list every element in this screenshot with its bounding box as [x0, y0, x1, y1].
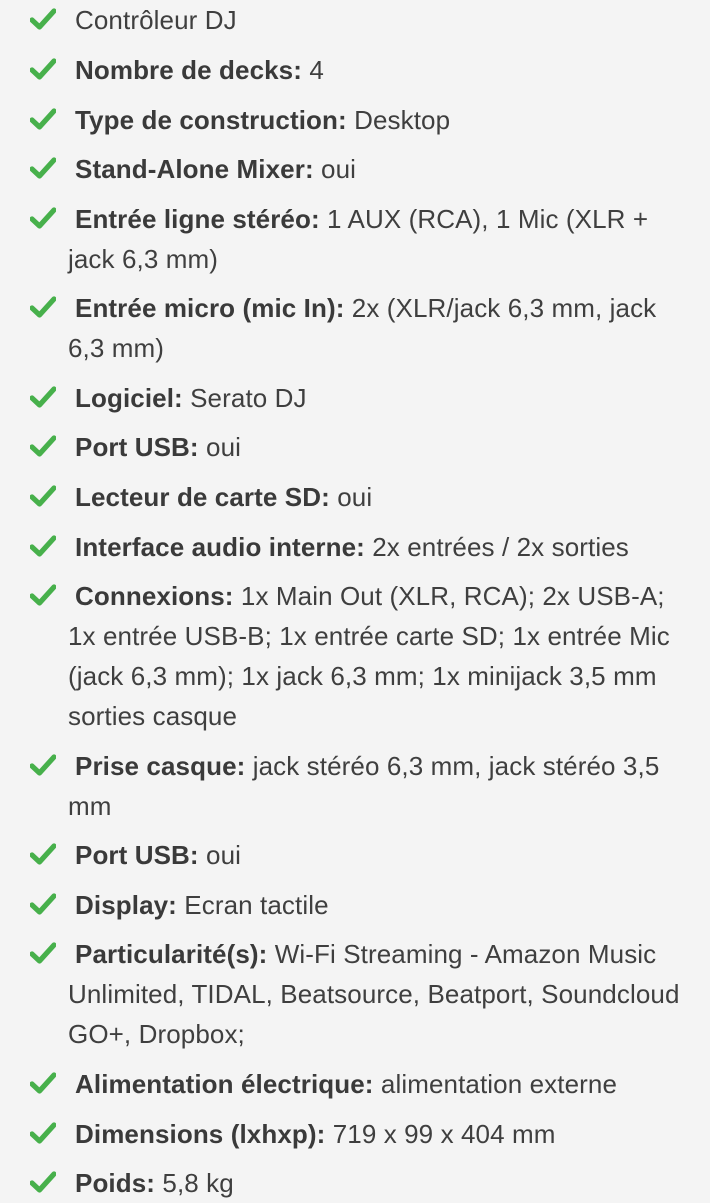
check-icon: [30, 893, 56, 915]
spec-label: Port USB:: [75, 432, 199, 462]
spec-label: Entrée ligne stéréo:: [75, 204, 320, 234]
spec-value: jack stéréo 6,3 mm, jack stéréo 3,5 mm: [68, 751, 660, 821]
check-icon: [30, 296, 56, 318]
spec-label: Connexions:: [75, 581, 234, 611]
spec-item-standalone: [0, 149, 710, 189]
spec-label: Prise casque:: [75, 751, 246, 781]
spec-item-features: [0, 934, 710, 1054]
spec-item-mic-input: [0, 288, 710, 368]
spec-label: Entrée micro (mic In):: [75, 293, 345, 323]
spec-item-usb-port: [0, 427, 710, 467]
spec-item-line-input: [0, 199, 710, 279]
spec-value: 2x (XLR/jack 6,3 mm, jack 6,3 mm): [68, 293, 657, 363]
spec-label: Poids:: [75, 1168, 156, 1198]
check-icon: [30, 58, 56, 80]
spec-value: 4: [302, 55, 324, 85]
spec-value: Wi-Fi Streaming - Amazon Music Unlimited, TIDAL, Beatsource, Beatport, Soundcloud GO+, Dropbox;: [68, 939, 680, 1049]
check-icon: [30, 843, 56, 865]
spec-label: Display:: [75, 890, 177, 920]
check-icon: [30, 157, 56, 179]
spec-label: Particularité(s):: [75, 939, 268, 969]
spec-item-type: [0, 0, 710, 40]
spec-value: 719 x 99 x 404 mm: [325, 1119, 556, 1149]
spec-label: Type de construction:: [75, 105, 347, 135]
spec-item-decks: [0, 50, 710, 90]
check-icon: [30, 435, 56, 457]
spec-label: Stand-Alone Mixer:: [75, 154, 314, 184]
spec-value: 1 AUX (RCA), 1 Mic (XLR + jack 6,3 mm): [68, 204, 649, 274]
spec-label: Interface audio interne:: [75, 532, 365, 562]
check-icon: [30, 535, 56, 557]
spec-item-connections: [0, 576, 710, 736]
spec-item-software: [0, 378, 710, 418]
spec-item-sd-reader: [0, 477, 710, 517]
check-icon: [30, 1122, 56, 1144]
check-icon: [30, 485, 56, 507]
spec-value: alimentation externe: [373, 1069, 618, 1099]
spec-item-dimensions: [0, 1114, 710, 1154]
check-icon: [30, 942, 56, 964]
spec-item-construction: [0, 100, 710, 140]
check-icon: [30, 754, 56, 776]
spec-value: 1x Main Out (XLR, RCA); 2x USB-A; 1x entrée USB-B; 1x entrée carte SD; 1x entrée Mic (jack 6,3 mm); 1x jack 6,3 mm; 1x minijack 3,5 mm sorties casque: [68, 581, 670, 731]
spec-value: Contrôleur DJ: [75, 5, 237, 35]
spec-item-audio-interface: [0, 527, 710, 567]
spec-label: Dimensions (lxhxp):: [75, 1119, 326, 1149]
check-icon: [30, 1072, 56, 1094]
spec-value: Ecran tactile: [176, 890, 329, 920]
spec-item-weight: [0, 1163, 710, 1203]
spec-value: 5,8 kg: [155, 1168, 234, 1198]
check-icon: [30, 207, 56, 229]
spec-value: 2x entrées / 2x sorties: [364, 532, 629, 562]
spec-value: Serato DJ: [182, 383, 307, 413]
check-icon: [30, 8, 56, 30]
spec-item-display: [0, 885, 710, 925]
spec-value: Desktop: [346, 105, 451, 135]
check-icon: [30, 108, 56, 130]
spec-value: oui: [313, 154, 357, 184]
spec-value: oui: [198, 840, 242, 870]
spec-item-usb-port-2: [0, 835, 710, 875]
spec-label: Nombre de decks:: [75, 55, 303, 85]
spec-item-headphone-jack: [0, 746, 710, 826]
spec-item-power-supply: [0, 1064, 710, 1104]
spec-label: Logiciel:: [75, 383, 183, 413]
check-icon: [30, 386, 56, 408]
spec-label: Port USB:: [75, 840, 199, 870]
spec-value: oui: [198, 432, 242, 462]
spec-label: Alimentation électrique:: [75, 1069, 374, 1099]
check-icon: [30, 584, 56, 606]
spec-label: Lecteur de carte SD:: [75, 482, 330, 512]
check-icon: [30, 1171, 56, 1193]
spec-value: oui: [329, 482, 373, 512]
